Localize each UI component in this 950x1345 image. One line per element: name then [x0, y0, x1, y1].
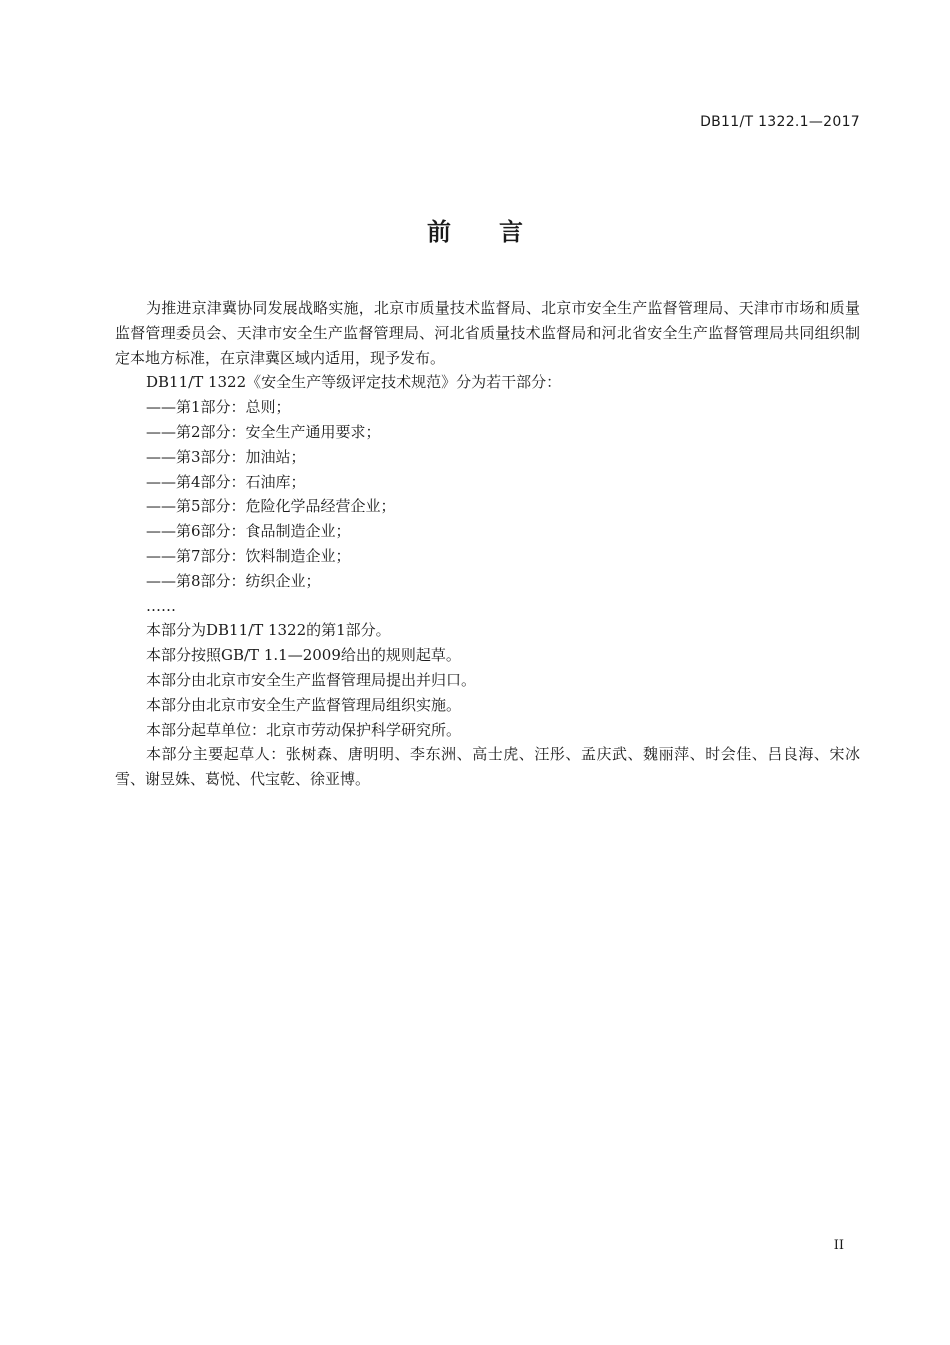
title-char-2: 言: [499, 218, 523, 246]
standard-code: DB11/T 1322.1—2017: [700, 114, 860, 130]
statement: 本部分为DB11/T 1322的第1部分。: [146, 621, 391, 640]
ellipsis: ……: [146, 596, 176, 615]
parts-intro: DB11/T 1322《安全生产等级评定技术规范》分为若干部分：: [146, 373, 562, 392]
part-item: ——第8部分：纺织企业；: [146, 571, 321, 590]
foreword-body: [115, 296, 860, 792]
statement: 本部分由北京市安全生产监督管理局提出并归口。: [146, 670, 477, 689]
statement: 本部分由北京市安全生产监督管理局组织实施。: [146, 695, 462, 714]
statement: 本部分按照GB/T 1.1—2009给出的规则起草。: [146, 646, 461, 665]
part-item: ——第3部分：加油站；: [146, 447, 306, 466]
part-item: ——第7部分：饮料制造企业；: [146, 546, 351, 565]
part-item: ——第5部分：危险化学品经营企业；: [146, 497, 396, 516]
drafters-statement: 本部分主要起草人：张树森、唐明明、李东洲、高士虎、汪彤、孟庆武、魏丽萍、时会佳、吕良海、宋冰雪、谢昱姝、葛悦、代宝乾、徐亚博。: [115, 745, 860, 789]
statement: 本部分起草单位：北京市劳动保护科学研究所。: [146, 720, 462, 739]
page-title: [0, 212, 950, 247]
intro-paragraph: 为推进京津冀协同发展战略实施，北京市质量技术监督局、北京市安全生产监督管理局、天津市市场和质量监督管理委员会、天津市安全生产监督管理局、河北省质量技术监督局和河北省安全生产监督管理局共同组织制定本地方标准，在京津冀区域内适用，现予发布。: [115, 299, 860, 367]
page-number: II: [833, 1238, 844, 1253]
title-char-1: 前: [427, 218, 451, 246]
part-item: ——第1部分：总则；: [146, 398, 291, 417]
part-item: ——第4部分：石油库；: [146, 472, 306, 491]
part-item: ——第6部分：食品制造企业；: [146, 522, 351, 541]
part-item: ——第2部分：安全生产通用要求；: [146, 422, 381, 441]
